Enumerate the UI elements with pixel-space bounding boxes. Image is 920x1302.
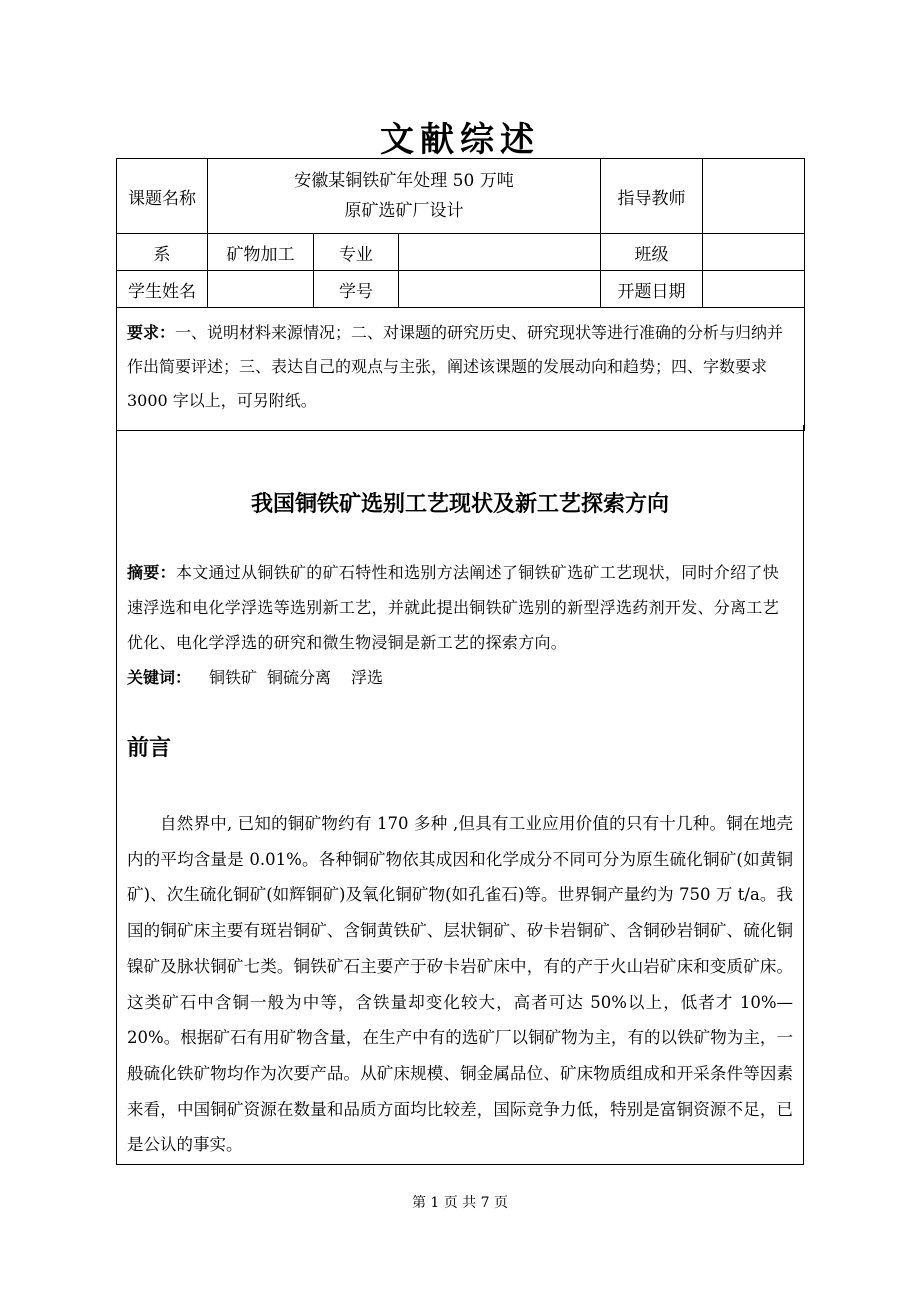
abstract-label: 摘要： [127,563,176,582]
keyword-3: 浮选 [351,668,384,687]
keyword-2: 铜硫分离 [267,668,332,687]
topic-line-1: 安徽某铜铁矿年处理 50 万吨 [294,171,514,191]
student-name-label: 学生姓名 [117,271,208,308]
keyword-1: 铜铁矿 [209,668,258,687]
advisor-value [703,159,805,234]
keywords-label: 关键词： [127,668,192,687]
class-label: 班级 [601,234,703,271]
requirements-text: 一、说明材料来源情况；二、对课题的研究历史、研究现状等进行准确的分析与归纳并作出简要评述；三、表达自己的观点与主张，阐述该课题的发展动向和趋势；四、字数要求 3000 字以上，可另附纸。 [127,323,784,410]
start-date-label: 开题日期 [601,271,703,308]
topic-value [208,159,601,234]
abstract [127,555,793,660]
major-label: 专业 [314,234,399,271]
thesis-info-form [116,158,805,431]
advisor-label: 指导教师 [601,159,703,234]
abstract-text: 本文通过从铜铁矿的矿石特性和选别方法阐述了铜铁矿选矿工艺现状，同时介绍了快速浮选和电化学浮选等选别新工艺，并就此提出铜铁矿选别的新型浮选药剂开发、分离工艺优化、电化学浮选的研究和微生物浸铜是新工艺的探索方向。 [127,563,780,652]
major-value [399,234,601,271]
requirements-cell [117,308,805,431]
class-value [703,234,805,271]
page-footer: 第 1 页 共 7 页 [411,1195,509,1211]
student-id-value [399,271,601,308]
requirements-label: 要求： [127,323,176,342]
keywords [127,663,793,693]
document-title: 文献综述 [380,120,540,160]
dept-value: 矿物加工 [208,234,314,271]
preface-paragraph: 自然界中, 已知的铜矿物约有 170 多种 ,但具有工业应用价值的只有十几种。铜在地壳内的平均含量是 0.01%。各种铜矿物依其成因和化学成分不同可分为原生硫化铜矿(如黄铜矿)、次生硫化铜矿(如辉铜矿)及氧化铜矿物(如孔雀石)等。世界铜产量约为 750 万 t/a。我国的铜矿床主要有斑岩铜矿、含铜黄铁矿、层状铜矿、矽卡岩铜矿、含铜砂岩铜矿、硫化铜镍矿及脉状铜矿七类。铜铁矿石主要产于矽卡岩矿床中，有的产于火山岩矿床和变质矿床。这类矿石中含铜一般为中等，含铁量却变化较大，高者可达 50%以上，低者才 10%—20%。根据矿石有用矿物含量，在生产中有的选矿厂以铜矿物为主，有的以铁矿物为主，一般硫化铁矿物均作为次要产品。从矿床规模、铜金属品位、矿床物质组成和开采条件等因素来看，中国铜矿资源在数量和品质方面均比较差，国际竞争力低，特别是富铜资源不足，已是公认的事实。 [127,814,793,1155]
dept-label: 系 [117,234,208,271]
preface-heading: 前言 [127,735,172,761]
student-id-label: 学号 [314,271,399,308]
start-date-value [703,271,805,308]
review-body [116,425,804,1165]
topic-line-2: 原矿选矿厂设计 [344,201,464,221]
student-name-value [208,271,314,308]
article-title: 我国铜铁矿选别工艺现状及新工艺探索方向 [250,491,669,517]
topic-label: 课题名称 [117,159,208,234]
